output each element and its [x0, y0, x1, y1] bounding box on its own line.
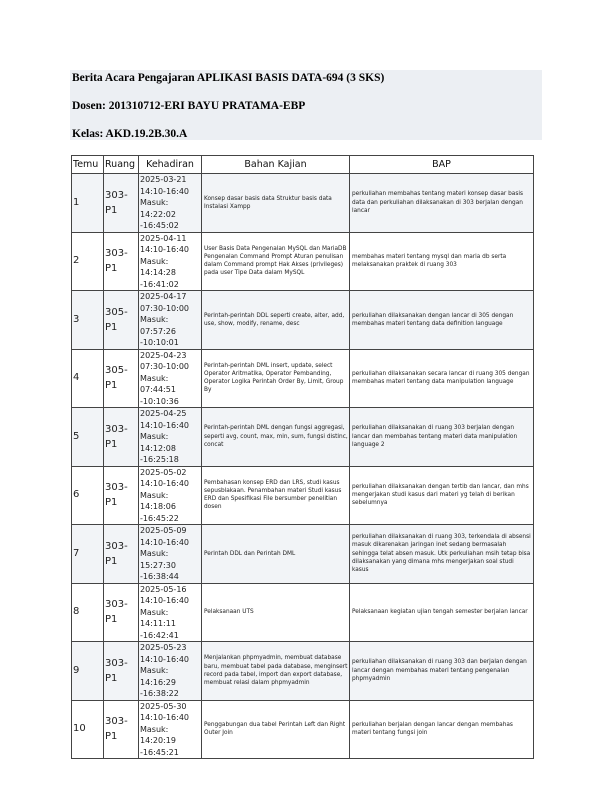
- cell-ruang: 303-P1: [104, 700, 139, 759]
- table-row: [72, 466, 534, 525]
- table-header-row: [72, 156, 534, 174]
- cell-bahan-kajian: Perintah-perintah DDL seperti create, alter, add, use, show, modify, rename, desc: [202, 291, 350, 350]
- cell-bap: perkuliahan berjalan dengan lancar dengan membahas materi tentang fungsi join: [350, 700, 534, 759]
- table-row: [72, 642, 534, 701]
- cell-ruang: 305-P1: [104, 349, 139, 408]
- cell-bahan-kajian: Konsep dasar basis data Struktur basis data Instalasi Xampp: [202, 174, 350, 233]
- cell-bahan-kajian: Pembahasan konsep ERD dan LRS, studi kasus sepusblakaan. Penambahan materi Studi kasus ERD dan Spesifikasi File bersumber penelitian dosen: [202, 466, 350, 525]
- cell-bahan-kajian: Penggabungan dua tabel Perintah Left dan Right Outer Join: [202, 700, 350, 759]
- attendance-table: [71, 155, 534, 759]
- cell-bahan-kajian: Perintah DDL dan Perintah DML: [202, 525, 350, 584]
- cell-kehadiran: 2025-05-16 14:10-16:40 Masuk: 14:11:11 -16:42:41: [139, 583, 202, 642]
- cell-ruang: 303-P1: [104, 174, 139, 233]
- cell-kehadiran: 2025-04-11 14:10-16:40 Masuk: 14:14:28 -16:41:02: [139, 232, 202, 291]
- cell-temu: 8: [72, 583, 104, 642]
- cell-kehadiran: 2025-04-17 07:30-10:00 Masuk: 07:57:26 -10:10:01: [139, 291, 202, 350]
- cell-kehadiran: 2025-04-23 07:30-10:00 Masuk: 07:44:51 -10:10:36: [139, 349, 202, 408]
- col-header-ruang: Ruang: [104, 156, 139, 174]
- table-row: [72, 174, 534, 233]
- cell-temu: 7: [72, 525, 104, 584]
- cell-bahan-kajian: Menjalankan phpmyadmin, membuat database baru, membuat tabel pada database, menginsert record pada tabel, import dan export database, membuat relasi dalam phpmyadmin: [202, 642, 350, 701]
- cell-bap: Pelaksanaan kegiatan ujian tengah semester berjalan lancar: [350, 583, 534, 642]
- cell-temu: 6: [72, 466, 104, 525]
- cell-kehadiran: 2025-04-25 14:10-16:40 Masuk: 14:12:08 -16:25:18: [139, 408, 202, 467]
- table-row: [72, 349, 534, 408]
- cell-bap: perkuliahan dilaksanakan di ruang 303, terkendala di absensi masuk dikarenakan jaringan inet sedang bermasalah sehingga telat absen masuk. Utk perkuliahan msih tetap bisa dilaksanakan yang dimana mhs mengerjakan soal studi kasus: [350, 525, 534, 584]
- cell-ruang: 303-P1: [104, 232, 139, 291]
- cell-bahan-kajian: Perintah-perintah DML insert, update, select Operator Aritmatika, Operator Pembanding, Operator Logika Perintah Order By, Limit, Group By: [202, 349, 350, 408]
- cell-bap: perkuliahan dilaksanakan secara lancar di ruang 305 dengan membahas materi tentang data manipulation language: [350, 349, 534, 408]
- col-header-kehadiran: Kehadiran: [139, 156, 202, 174]
- cell-ruang: 303-P1: [104, 466, 139, 525]
- cell-bahan-kajian: Perintah-perintah DML dengan fungsi aggregasi, seperti avg, count, max, min, sum, fungsi distinc, concat: [202, 408, 350, 467]
- cell-bahan-kajian: User Basis Data Pengenalan MySQL dan MariaDB Pengenalan Command Prompt Aturan penulisan dalam Command prompt Hak Akses (privileges) pada user Tipe Data dalam MySQL: [202, 232, 350, 291]
- cell-bap: membahas materi tentang mysql dan maria db serta melaksanakan praktek di ruang 303: [350, 232, 534, 291]
- cell-ruang: 303-P1: [104, 408, 139, 467]
- document-title: Berita Acara Pengajaran APLIKASI BASIS DATA-694 (3 SKS): [72, 72, 385, 84]
- table-row: [72, 700, 534, 759]
- cell-bap: perkuliahan dilaksanakan dengan tertib dan lancar, dan mhs mengerjakan studi kasus dari materi yg telah di berikan sebelumnya: [350, 466, 534, 525]
- col-header-bap: BAP: [350, 156, 534, 174]
- lecturer-line: Dosen: 201310712-ERI BAYU PRATAMA-EBP: [72, 100, 306, 112]
- cell-bap: perkuliahan dilaksanakan di ruang 303 berjalan dengan lancar dan membahas tentang materi data manipulation language 2: [350, 408, 534, 467]
- cell-ruang: 305-P1: [104, 291, 139, 350]
- table-row: [72, 408, 534, 467]
- table-row: [72, 291, 534, 350]
- table-row: [72, 583, 534, 642]
- cell-temu: 3: [72, 291, 104, 350]
- cell-ruang: 303-P1: [104, 525, 139, 584]
- cell-temu: 9: [72, 642, 104, 701]
- cell-temu: 2: [72, 232, 104, 291]
- table-row: [72, 232, 534, 291]
- cell-temu: 1: [72, 174, 104, 233]
- cell-ruang: 303-P1: [104, 583, 139, 642]
- cell-kehadiran: 2025-05-30 14:10-16:40 Masuk: 14:20:19 -16:45:21: [139, 700, 202, 759]
- cell-ruang: 303-P1: [104, 642, 139, 701]
- class-line: Kelas: AKD.19.2B.30.A: [72, 128, 188, 140]
- cell-kehadiran: 2025-05-02 14:10-16:40 Masuk: 14:18:06 -16:45:22: [139, 466, 202, 525]
- table-row: [72, 525, 534, 584]
- cell-bap: perkuliahan dilaksanakan di ruang 303 dan berjalan dengan lancar dengan membahas materi tentang pengenalan phpmyadmin: [350, 642, 534, 701]
- cell-kehadiran: 2025-05-09 14:10-16:40 Masuk: 15:27:30 -16:38:44: [139, 525, 202, 584]
- cell-temu: 10: [72, 700, 104, 759]
- cell-temu: 4: [72, 349, 104, 408]
- col-header-bahan-kajian: Bahan Kajian: [202, 156, 350, 174]
- cell-bahan-kajian: Pelaksanaan UTS: [202, 583, 350, 642]
- col-header-temu: Temu: [72, 156, 104, 174]
- cell-kehadiran: 2025-03-21 14:10-16:40 Masuk: 14:22:02 -16:45:02: [139, 174, 202, 233]
- cell-bap: perkuliahan dilaksanakan dengan lancar di 305 dengan membahas materi tentang data definition language: [350, 291, 534, 350]
- cell-kehadiran: 2025-05-23 14:10-16:40 Masuk: 14:16:29 -16:38:22: [139, 642, 202, 701]
- cell-temu: 5: [72, 408, 104, 467]
- cell-bap: perkuliahan membahas tentang materi konsep dasar basis data dan perkuliahan dilaksanakan di 303 berjalan dengan lancar: [350, 174, 534, 233]
